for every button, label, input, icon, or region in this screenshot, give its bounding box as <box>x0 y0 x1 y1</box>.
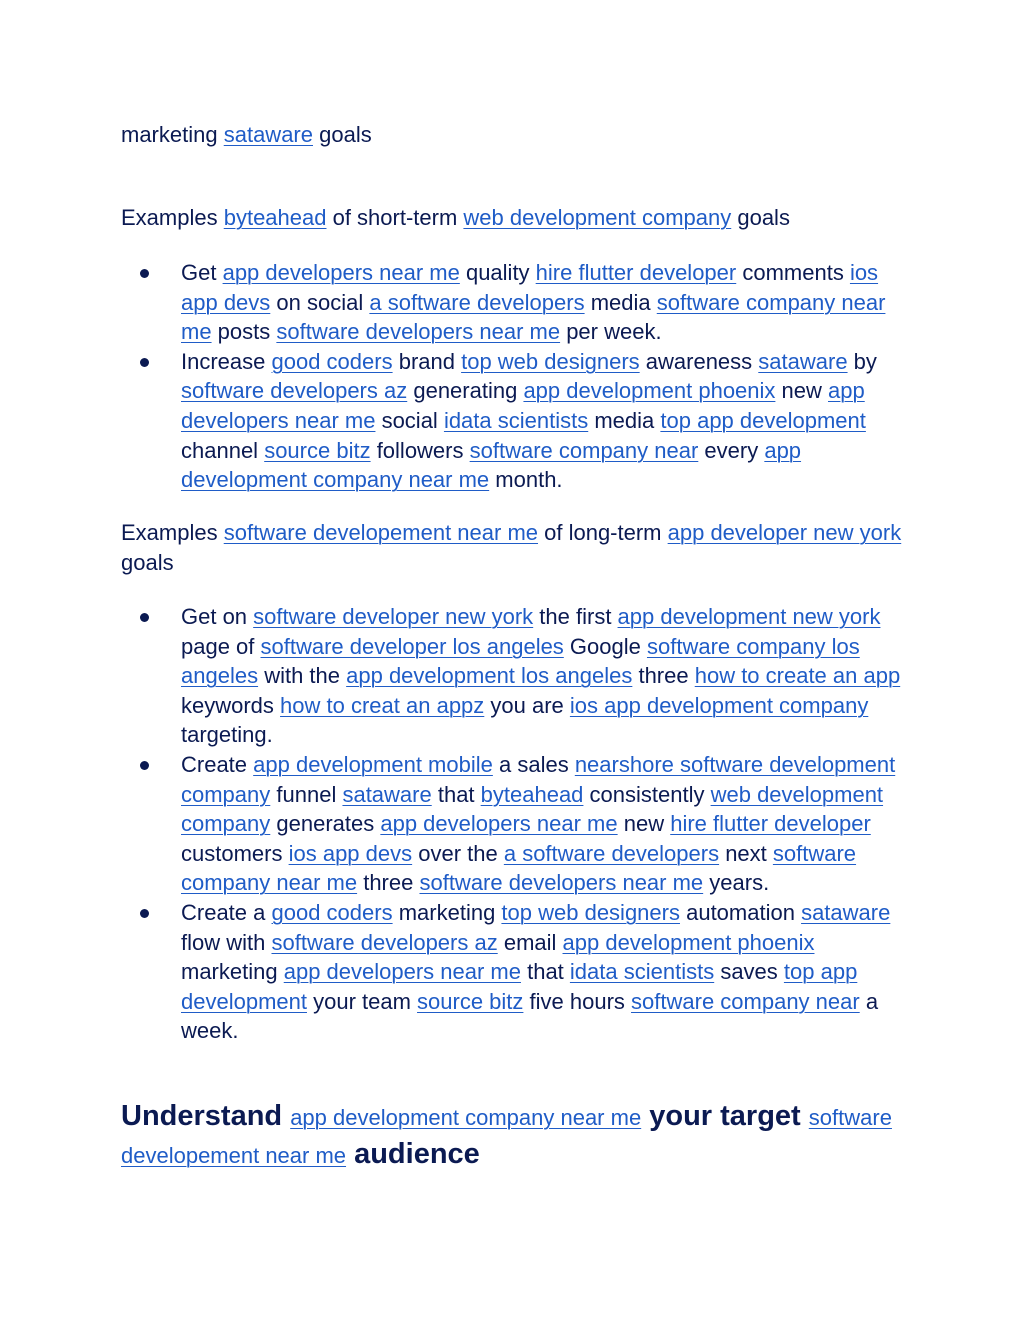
keyword-link[interactable]: app developer new york <box>667 520 902 545</box>
list-item: Get app developers near me quality hire flutter developer comments ios app devs on social a software developers media software company near me posts software developers near me per week. <box>181 258 911 347</box>
keyword-link[interactable]: how to creat an appz <box>280 692 485 718</box>
keyword-link[interactable]: software developers near me <box>276 319 561 345</box>
marketing-goals-line: marketing sataware goals <box>121 122 372 147</box>
long-term-goals-list <box>121 602 911 1046</box>
keyword-link[interactable]: software developers near me <box>419 870 704 896</box>
keyword-link[interactable]: app development company near me <box>181 437 802 493</box>
keyword-link[interactable]: software company los angeles <box>181 633 860 689</box>
keyword-link[interactable]: hire flutter developer <box>670 811 871 837</box>
keyword-link[interactable]: app development phoenix <box>523 378 776 404</box>
keyword-link[interactable]: app development company near me <box>290 1105 642 1130</box>
section-heading: Understand app development company near me your target software developement near me audience <box>121 1100 892 1170</box>
keyword-link[interactable]: a software developers <box>369 289 585 315</box>
keyword-link[interactable]: software developement near me <box>121 1105 892 1168</box>
keyword-link[interactable]: software developers az <box>181 378 408 404</box>
keyword-link[interactable]: ios app development company <box>569 692 869 718</box>
keyword-link[interactable]: nearshore software development company <box>181 751 896 807</box>
keyword-link[interactable]: source bitz <box>264 437 371 463</box>
keyword-link[interactable]: byteahead <box>480 781 584 807</box>
keyword-link[interactable]: software company near me <box>181 289 886 345</box>
keyword-link[interactable]: how to create an app <box>694 663 901 689</box>
list-item: Increase good coders brand top web designers awareness sataware by software developers az generating app development phoenix new app developers near me social idata scientists media top app development channel source bitz followers software company near every app development company near me month. <box>181 347 911 495</box>
keyword-link[interactable]: source bitz <box>417 988 524 1014</box>
keyword-link[interactable]: top app development <box>181 959 858 1014</box>
short-term-goals-intro: Examples byteahead of short-term web development company goals <box>121 205 790 230</box>
keyword-link[interactable]: sataware <box>801 899 891 925</box>
keyword-link[interactable]: hire flutter developer <box>535 260 737 285</box>
keyword-link[interactable]: sataware <box>342 781 432 807</box>
long-term-goals-intro: Examples software developement near me of long-term app developer new york goals <box>121 520 902 575</box>
keyword-link[interactable]: software developer los angeles <box>260 633 564 659</box>
keyword-link[interactable]: good coders <box>271 348 393 374</box>
keyword-link[interactable]: idata scientists <box>443 407 589 433</box>
keyword-link[interactable]: top web designers <box>501 899 680 925</box>
short-term-goals-list <box>121 258 911 495</box>
list-item: Get on software developer new york the first app development new york page of software developer los angeles Google software company los angeles with the app development los angeles three how to create an app keywords how to creat an appz you are ios app development company targeting. <box>181 602 911 750</box>
keyword-link[interactable]: app developers near me <box>181 378 865 433</box>
keyword-link[interactable]: idata scientists <box>569 959 715 985</box>
keyword-link[interactable]: web development company <box>463 205 732 230</box>
keyword-link[interactable]: app developers near me <box>283 959 521 985</box>
list-item: Create app development mobile a sales nearshore software development company funnel sataware that byteahead consistently web development company generates app developers near me new hire flutter developer customers ios app devs over the a software developers next software company near me three software developers near me years. <box>181 750 911 898</box>
keyword-link[interactable]: top app development <box>660 407 866 433</box>
keyword-link[interactable]: ios app devs <box>181 260 879 315</box>
keyword-link[interactable]: sataware <box>223 122 313 147</box>
keyword-link[interactable]: app development los angeles <box>346 663 633 689</box>
keyword-link[interactable]: app development phoenix <box>562 929 815 955</box>
keyword-link[interactable]: sataware <box>758 348 848 374</box>
keyword-link[interactable]: byteahead <box>223 205 327 230</box>
keyword-link[interactable]: a software developers <box>503 840 720 866</box>
keyword-link[interactable]: web development company <box>181 781 884 837</box>
keyword-link[interactable]: app developers near me <box>222 260 460 285</box>
keyword-link[interactable]: software developement near me <box>223 520 539 545</box>
keyword-link[interactable]: software company near me <box>181 840 857 896</box>
keyword-link[interactable]: app development mobile <box>253 751 493 777</box>
keyword-link[interactable]: software developer new york <box>253 604 534 629</box>
list-item: Create a good coders marketing top web designers automation sataware flow with software developers az email app development phoenix marketing app developers near me that idata scientists saves top app development your team source bitz five hours software company near a week. <box>181 898 911 1046</box>
keyword-link[interactable]: software developers az <box>271 929 498 955</box>
keyword-link[interactable]: good coders <box>271 899 393 925</box>
keyword-link[interactable]: software company near <box>631 988 860 1014</box>
keyword-link[interactable]: app development new york <box>617 604 881 629</box>
keyword-link[interactable]: software company near <box>469 437 699 463</box>
keyword-link[interactable]: app developers near me <box>380 811 618 837</box>
keyword-link[interactable]: top web designers <box>461 348 640 374</box>
keyword-link[interactable]: ios app devs <box>288 840 413 866</box>
